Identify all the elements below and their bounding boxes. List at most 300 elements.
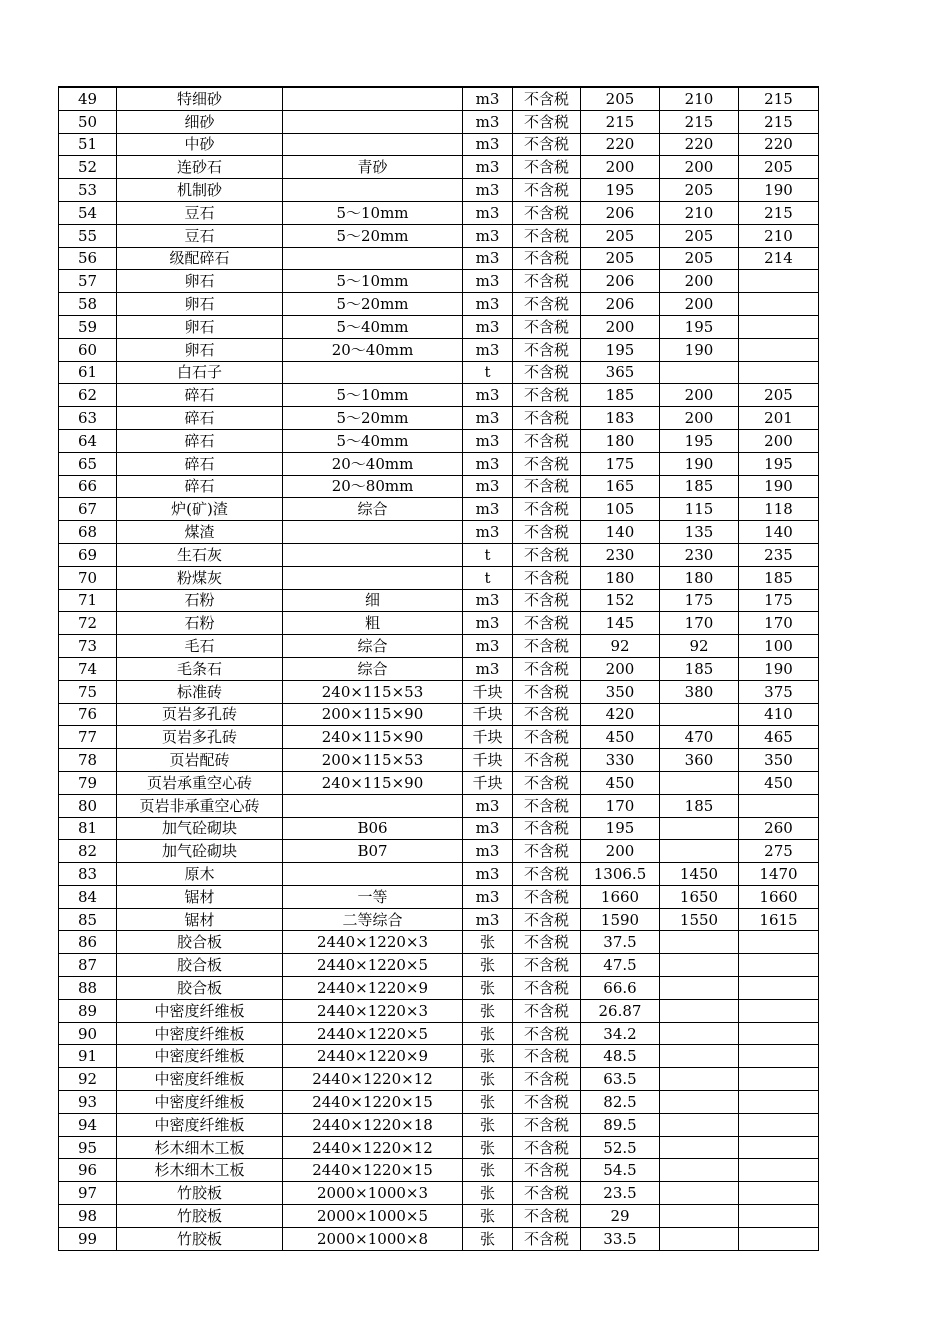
unit-cell: 张: [463, 977, 513, 1000]
price-cell-2: 205: [660, 224, 739, 247]
unit-cell: m3: [463, 452, 513, 475]
unit-cell: m3: [463, 863, 513, 886]
material-name-cell: 锯材: [117, 908, 283, 931]
unit-cell: t: [463, 566, 513, 589]
price-cell-2: [660, 1159, 739, 1182]
price-cell-1: 63.5: [581, 1068, 660, 1091]
material-name-cell: 煤渣: [117, 521, 283, 544]
row-number-cell: 59: [59, 315, 117, 338]
unit-cell: 张: [463, 1182, 513, 1205]
unit-cell: m3: [463, 429, 513, 452]
table-row: [59, 657, 819, 680]
unit-cell: m3: [463, 133, 513, 156]
material-name-cell: 毛条石: [117, 657, 283, 680]
row-number-cell: 60: [59, 338, 117, 361]
tax-type-cell: 不含税: [513, 270, 581, 293]
table-row: [59, 1091, 819, 1114]
row-number-cell: 81: [59, 817, 117, 840]
price-cell-3: 210: [739, 224, 819, 247]
tax-type-cell: 不含税: [513, 293, 581, 316]
price-cell-3: 200: [739, 429, 819, 452]
price-cell-2: 220: [660, 133, 739, 156]
material-name-cell: 细砂: [117, 110, 283, 133]
price-cell-2: 1550: [660, 908, 739, 931]
price-cell-1: 29: [581, 1205, 660, 1228]
price-cell-1: 105: [581, 498, 660, 521]
row-number-cell: 96: [59, 1159, 117, 1182]
tax-type-cell: 不含税: [513, 1113, 581, 1136]
tax-type-cell: 不含税: [513, 680, 581, 703]
table-row: [59, 293, 819, 316]
row-number-cell: 80: [59, 794, 117, 817]
row-number-cell: 70: [59, 566, 117, 589]
price-cell-2: 175: [660, 589, 739, 612]
price-cell-2: 205: [660, 247, 739, 270]
table-row: [59, 1159, 819, 1182]
material-name-cell: 页岩承重空心砖: [117, 771, 283, 794]
table-row: [59, 635, 819, 658]
spec-cell: [283, 179, 463, 202]
spec-cell: 2440×1220×9: [283, 977, 463, 1000]
price-cell-1: 200: [581, 840, 660, 863]
price-cell-2: [660, 1136, 739, 1159]
row-number-cell: 61: [59, 361, 117, 384]
material-name-cell: 石粉: [117, 589, 283, 612]
price-cell-2: 230: [660, 543, 739, 566]
tax-type-cell: 不含税: [513, 931, 581, 954]
tax-type-cell: 不含税: [513, 908, 581, 931]
row-number-cell: 54: [59, 201, 117, 224]
tax-type-cell: 不含税: [513, 338, 581, 361]
table-row: [59, 589, 819, 612]
table-row: [59, 680, 819, 703]
table-row: [59, 794, 819, 817]
material-name-cell: 页岩多孔砖: [117, 703, 283, 726]
price-cell-1: 52.5: [581, 1136, 660, 1159]
spec-cell: 2440×1220×15: [283, 1091, 463, 1114]
price-cell-2: [660, 1182, 739, 1205]
tax-type-cell: 不含税: [513, 817, 581, 840]
material-name-cell: 竹胶板: [117, 1182, 283, 1205]
spec-cell: 20～40mm: [283, 452, 463, 475]
tax-type-cell: 不含税: [513, 247, 581, 270]
price-cell-3: [739, 794, 819, 817]
table-row: [59, 977, 819, 1000]
unit-cell: 张: [463, 1136, 513, 1159]
unit-cell: m3: [463, 589, 513, 612]
price-cell-3: [739, 931, 819, 954]
spec-cell: 2000×1000×5: [283, 1205, 463, 1228]
price-cell-1: 205: [581, 247, 660, 270]
price-cell-2: 195: [660, 315, 739, 338]
price-cell-1: 175: [581, 452, 660, 475]
spec-cell: 2440×1220×3: [283, 931, 463, 954]
spec-cell: 综合: [283, 635, 463, 658]
unit-cell: m3: [463, 201, 513, 224]
unit-cell: m3: [463, 247, 513, 270]
price-cell-1: 195: [581, 338, 660, 361]
material-name-cell: 胶合板: [117, 931, 283, 954]
price-cell-2: [660, 1045, 739, 1068]
tax-type-cell: 不含税: [513, 201, 581, 224]
table-row: [59, 452, 819, 475]
tax-type-cell: 不含税: [513, 156, 581, 179]
row-number-cell: 52: [59, 156, 117, 179]
price-cell-3: 275: [739, 840, 819, 863]
tax-type-cell: 不含税: [513, 999, 581, 1022]
row-number-cell: 55: [59, 224, 117, 247]
material-name-cell: 原木: [117, 863, 283, 886]
spec-cell: 2440×1220×12: [283, 1136, 463, 1159]
material-name-cell: 杉木细木工板: [117, 1136, 283, 1159]
table-row: [59, 179, 819, 202]
material-name-cell: 生石灰: [117, 543, 283, 566]
unit-cell: t: [463, 543, 513, 566]
price-cell-3: 205: [739, 156, 819, 179]
price-cell-3: 450: [739, 771, 819, 794]
spec-cell: [283, 566, 463, 589]
material-name-cell: 中密度纤维板: [117, 1068, 283, 1091]
spec-cell: 5～40mm: [283, 315, 463, 338]
row-number-cell: 99: [59, 1227, 117, 1250]
spec-cell: [283, 521, 463, 544]
tax-type-cell: 不含税: [513, 589, 581, 612]
price-cell-3: 375: [739, 680, 819, 703]
table-row: [59, 1045, 819, 1068]
material-name-cell: 标准砖: [117, 680, 283, 703]
table-body: [59, 87, 819, 1250]
table-row: [59, 771, 819, 794]
spec-cell: 5～40mm: [283, 429, 463, 452]
price-cell-3: 190: [739, 475, 819, 498]
spec-cell: 一等: [283, 885, 463, 908]
tax-type-cell: 不含税: [513, 840, 581, 863]
spec-cell: 2440×1220×5: [283, 954, 463, 977]
tax-type-cell: 不含税: [513, 794, 581, 817]
price-cell-2: [660, 771, 739, 794]
unit-cell: m3: [463, 612, 513, 635]
spec-cell: 5～10mm: [283, 270, 463, 293]
tax-type-cell: 不含税: [513, 110, 581, 133]
price-cell-2: 200: [660, 407, 739, 430]
table-row: [59, 498, 819, 521]
row-number-cell: 93: [59, 1091, 117, 1114]
material-name-cell: 碎石: [117, 452, 283, 475]
material-name-cell: 中密度纤维板: [117, 1091, 283, 1114]
price-cell-1: 206: [581, 201, 660, 224]
price-cell-1: 145: [581, 612, 660, 635]
price-cell-1: 185: [581, 384, 660, 407]
row-number-cell: 88: [59, 977, 117, 1000]
row-number-cell: 63: [59, 407, 117, 430]
price-cell-3: 215: [739, 87, 819, 110]
tax-type-cell: 不含税: [513, 315, 581, 338]
material-name-cell: 特细砂: [117, 87, 283, 110]
row-number-cell: 94: [59, 1113, 117, 1136]
tax-type-cell: 不含税: [513, 179, 581, 202]
price-cell-1: 206: [581, 270, 660, 293]
unit-cell: m3: [463, 270, 513, 293]
price-cell-2: 185: [660, 475, 739, 498]
spec-cell: 2000×1000×8: [283, 1227, 463, 1250]
table-row: [59, 133, 819, 156]
price-cell-2: [660, 361, 739, 384]
price-cell-2: [660, 977, 739, 1000]
price-cell-2: 170: [660, 612, 739, 635]
spec-cell: 200×115×90: [283, 703, 463, 726]
material-name-cell: 页岩多孔砖: [117, 726, 283, 749]
material-name-cell: 锯材: [117, 885, 283, 908]
price-cell-1: 420: [581, 703, 660, 726]
table-row: [59, 407, 819, 430]
tax-type-cell: 不含税: [513, 1136, 581, 1159]
price-cell-2: 200: [660, 156, 739, 179]
material-name-cell: 加气砼砌块: [117, 840, 283, 863]
spec-cell: 240×115×90: [283, 726, 463, 749]
tax-type-cell: 不含税: [513, 1227, 581, 1250]
table-row: [59, 863, 819, 886]
tax-type-cell: 不含税: [513, 885, 581, 908]
tax-type-cell: 不含税: [513, 1182, 581, 1205]
material-name-cell: 碎石: [117, 407, 283, 430]
unit-cell: m3: [463, 407, 513, 430]
unit-cell: m3: [463, 635, 513, 658]
price-cell-1: 450: [581, 726, 660, 749]
price-cell-3: [739, 1227, 819, 1250]
price-cell-3: [739, 293, 819, 316]
price-cell-1: 82.5: [581, 1091, 660, 1114]
spec-cell: 5～20mm: [283, 407, 463, 430]
price-cell-1: 195: [581, 817, 660, 840]
material-name-cell: 毛石: [117, 635, 283, 658]
tax-type-cell: 不含税: [513, 407, 581, 430]
price-cell-1: 92: [581, 635, 660, 658]
tax-type-cell: 不含税: [513, 771, 581, 794]
price-cell-3: [739, 999, 819, 1022]
unit-cell: t: [463, 361, 513, 384]
material-name-cell: 页岩配砖: [117, 749, 283, 772]
spec-cell: 综合: [283, 498, 463, 521]
row-number-cell: 97: [59, 1182, 117, 1205]
price-cell-3: 205: [739, 384, 819, 407]
price-cell-2: 200: [660, 270, 739, 293]
table-row: [59, 908, 819, 931]
row-number-cell: 74: [59, 657, 117, 680]
price-cell-1: 37.5: [581, 931, 660, 954]
tax-type-cell: 不含税: [513, 429, 581, 452]
material-name-cell: 豆石: [117, 224, 283, 247]
spec-cell: B07: [283, 840, 463, 863]
tax-type-cell: 不含税: [513, 657, 581, 680]
row-number-cell: 69: [59, 543, 117, 566]
price-cell-3: [739, 338, 819, 361]
spec-cell: [283, 87, 463, 110]
row-number-cell: 92: [59, 1068, 117, 1091]
row-number-cell: 77: [59, 726, 117, 749]
price-cell-1: 170: [581, 794, 660, 817]
price-cell-1: 47.5: [581, 954, 660, 977]
material-name-cell: 中密度纤维板: [117, 1113, 283, 1136]
price-cell-3: [739, 1205, 819, 1228]
table-row: [59, 612, 819, 635]
price-cell-2: 135: [660, 521, 739, 544]
material-name-cell: 碎石: [117, 429, 283, 452]
unit-cell: m3: [463, 224, 513, 247]
tax-type-cell: 不含税: [513, 1068, 581, 1091]
tax-type-cell: 不含税: [513, 521, 581, 544]
tax-type-cell: 不含税: [513, 452, 581, 475]
row-number-cell: 71: [59, 589, 117, 612]
material-name-cell: 碎石: [117, 384, 283, 407]
price-cell-3: 195: [739, 452, 819, 475]
price-cell-1: 26.87: [581, 999, 660, 1022]
material-name-cell: 连砂石: [117, 156, 283, 179]
price-cell-3: [739, 1022, 819, 1045]
row-number-cell: 56: [59, 247, 117, 270]
table-row: [59, 726, 819, 749]
price-cell-1: 152: [581, 589, 660, 612]
price-cell-3: [739, 315, 819, 338]
spec-cell: 20～40mm: [283, 338, 463, 361]
tax-type-cell: 不含税: [513, 1091, 581, 1114]
unit-cell: 张: [463, 999, 513, 1022]
material-name-cell: 中密度纤维板: [117, 1045, 283, 1068]
spec-cell: 青砂: [283, 156, 463, 179]
spec-cell: [283, 794, 463, 817]
price-cell-1: 330: [581, 749, 660, 772]
tax-type-cell: 不含税: [513, 749, 581, 772]
row-number-cell: 84: [59, 885, 117, 908]
row-number-cell: 90: [59, 1022, 117, 1045]
unit-cell: 张: [463, 1113, 513, 1136]
price-cell-3: 201: [739, 407, 819, 430]
tax-type-cell: 不含税: [513, 1159, 581, 1182]
spec-cell: [283, 133, 463, 156]
row-number-cell: 91: [59, 1045, 117, 1068]
table-row: [59, 1136, 819, 1159]
price-cell-3: [739, 361, 819, 384]
tax-type-cell: 不含税: [513, 87, 581, 110]
price-cell-2: 210: [660, 201, 739, 224]
price-cell-1: 1590: [581, 908, 660, 931]
price-cell-3: [739, 270, 819, 293]
spec-cell: B06: [283, 817, 463, 840]
tax-type-cell: 不含税: [513, 498, 581, 521]
price-cell-2: 210: [660, 87, 739, 110]
row-number-cell: 73: [59, 635, 117, 658]
material-name-cell: 中密度纤维板: [117, 999, 283, 1022]
row-number-cell: 82: [59, 840, 117, 863]
material-name-cell: 粉煤灰: [117, 566, 283, 589]
row-number-cell: 75: [59, 680, 117, 703]
price-cell-3: 170: [739, 612, 819, 635]
price-cell-1: 89.5: [581, 1113, 660, 1136]
table-row: [59, 475, 819, 498]
row-number-cell: 72: [59, 612, 117, 635]
table-row: [59, 384, 819, 407]
price-cell-1: 48.5: [581, 1045, 660, 1068]
material-name-cell: 卵石: [117, 293, 283, 316]
price-cell-1: 200: [581, 315, 660, 338]
price-cell-1: 54.5: [581, 1159, 660, 1182]
price-cell-3: 465: [739, 726, 819, 749]
price-cell-2: [660, 817, 739, 840]
material-name-cell: 级配碎石: [117, 247, 283, 270]
unit-cell: 千块: [463, 680, 513, 703]
price-cell-2: 115: [660, 498, 739, 521]
table-row: [59, 315, 819, 338]
table-row: [59, 156, 819, 179]
spec-cell: 240×115×90: [283, 771, 463, 794]
price-cell-3: 350: [739, 749, 819, 772]
price-cell-2: 380: [660, 680, 739, 703]
tax-type-cell: 不含税: [513, 1205, 581, 1228]
table-row: [59, 270, 819, 293]
table-row: [59, 521, 819, 544]
table-row: [59, 1227, 819, 1250]
price-cell-2: 195: [660, 429, 739, 452]
price-cell-1: 66.6: [581, 977, 660, 1000]
unit-cell: m3: [463, 315, 513, 338]
material-name-cell: 卵石: [117, 270, 283, 293]
price-cell-1: 215: [581, 110, 660, 133]
spec-cell: 2440×1220×9: [283, 1045, 463, 1068]
price-cell-1: 140: [581, 521, 660, 544]
spec-cell: [283, 247, 463, 270]
unit-cell: 张: [463, 1205, 513, 1228]
price-cell-2: 185: [660, 657, 739, 680]
table-row: [59, 247, 819, 270]
tax-type-cell: 不含税: [513, 1045, 581, 1068]
price-cell-3: 190: [739, 179, 819, 202]
material-name-cell: 加气砼砌块: [117, 817, 283, 840]
table-row: [59, 110, 819, 133]
price-cell-1: 220: [581, 133, 660, 156]
material-name-cell: 页岩非承重空心砖: [117, 794, 283, 817]
material-name-cell: 豆石: [117, 201, 283, 224]
unit-cell: m3: [463, 293, 513, 316]
price-cell-2: [660, 931, 739, 954]
price-cell-1: 180: [581, 566, 660, 589]
unit-cell: 张: [463, 931, 513, 954]
price-cell-3: 1615: [739, 908, 819, 931]
price-cell-3: [739, 1159, 819, 1182]
price-cell-2: 200: [660, 293, 739, 316]
row-number-cell: 62: [59, 384, 117, 407]
material-name-cell: 石粉: [117, 612, 283, 635]
unit-cell: m3: [463, 110, 513, 133]
price-cell-1: 200: [581, 156, 660, 179]
material-name-cell: 胶合板: [117, 954, 283, 977]
unit-cell: m3: [463, 498, 513, 521]
price-cell-2: [660, 1227, 739, 1250]
unit-cell: 张: [463, 1022, 513, 1045]
price-cell-2: 190: [660, 452, 739, 475]
material-name-cell: 机制砂: [117, 179, 283, 202]
row-number-cell: 83: [59, 863, 117, 886]
price-cell-3: [739, 977, 819, 1000]
row-number-cell: 98: [59, 1205, 117, 1228]
unit-cell: m3: [463, 885, 513, 908]
spec-cell: 200×115×53: [283, 749, 463, 772]
price-cell-3: [739, 1091, 819, 1114]
tax-type-cell: 不含税: [513, 954, 581, 977]
row-number-cell: 68: [59, 521, 117, 544]
price-cell-1: 450: [581, 771, 660, 794]
spec-cell: 2440×1220×3: [283, 999, 463, 1022]
price-cell-3: [739, 1113, 819, 1136]
tax-type-cell: 不含税: [513, 224, 581, 247]
